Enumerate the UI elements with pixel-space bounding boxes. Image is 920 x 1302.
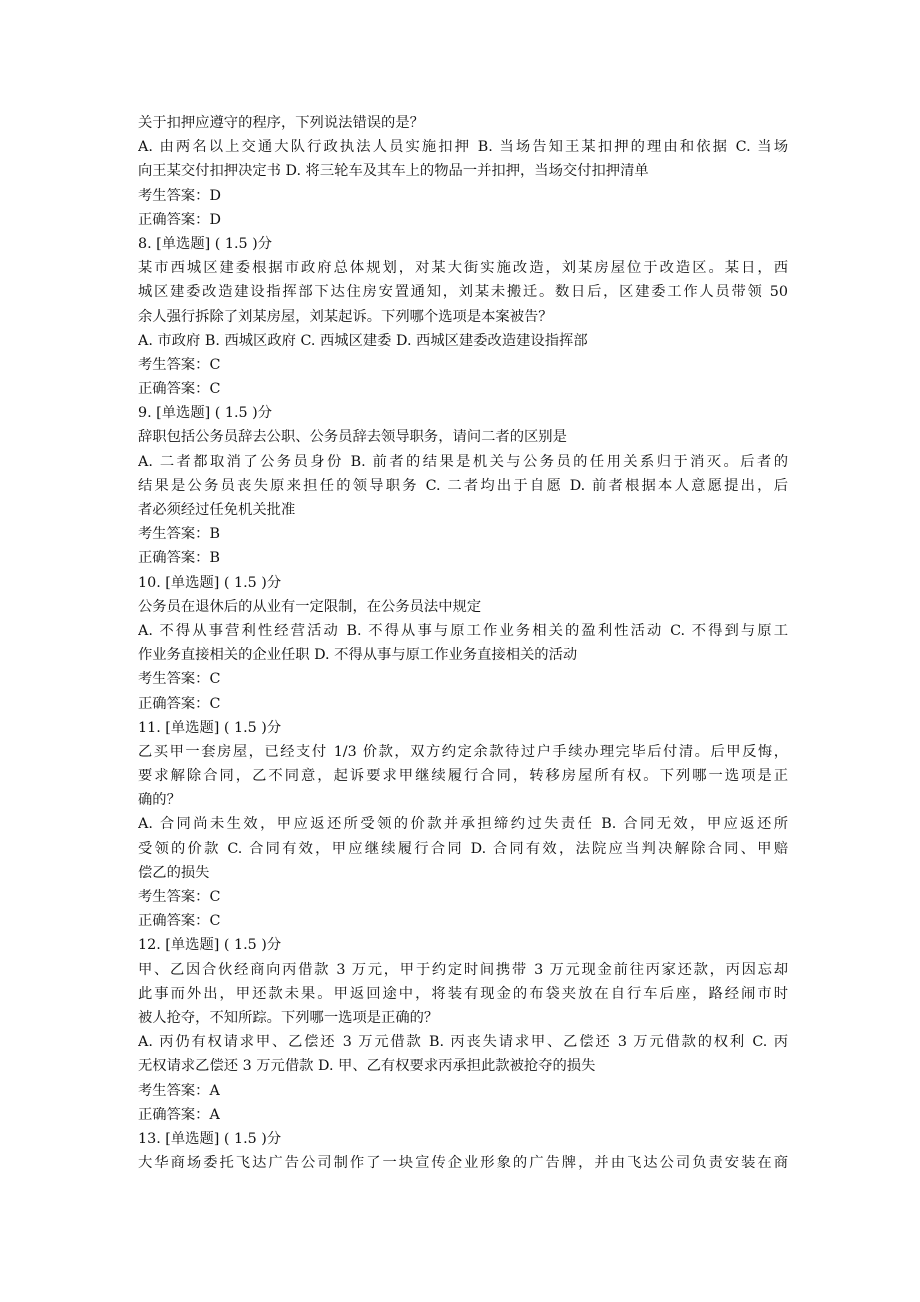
text-line: 向王某交付扣押决定书 D. 将三轮车及其车上的物品一并扣押，当场交付扣押清单: [138, 163, 649, 180]
text-line: 作业务直接相关的企业任职 D. 不得从事与原工作业务直接相关的活动: [138, 647, 578, 664]
text-line: A. 不得从事营利性经营活动 B. 不得从事与原工作业务相关的盈利性活动 C. 不得到与原工: [138, 622, 788, 639]
text-line: A. 合同尚未生效，甲应返还所受领的价款并承担缔约过失责任 B. 合同无效，甲应返还所: [138, 816, 788, 833]
text-line: A. 二者都取消了公务员身份 B. 前者的结果是机关与公务员的任用关系归于消灭。后者的: [138, 453, 788, 470]
text-line: 辞职包括公务员辞去公职、公务员辞去领导职务，请问二者的区别是: [138, 429, 567, 446]
text-line: 正确答案：C: [138, 913, 221, 930]
text-line: 考生答案：B: [138, 526, 220, 543]
text-line: 某市西城区建委根据市政府总体规划，对某大街实施改造，刘某房屋位于改造区。某日，西: [138, 260, 788, 277]
text-line: 公务员在退休后的从业有一定限制，在公务员法中规定: [138, 598, 482, 615]
text-line: 正确答案：C: [138, 695, 221, 712]
text-line: 城区建委改造建设指挥部下达住房安置通知，刘某未搬迁。数日后，区建委工作人员带领 50: [138, 284, 788, 301]
text-line: 11. [单选题] ( 1.5 )分: [138, 719, 282, 736]
text-line: A. 丙仍有权请求甲、乙偿还 3 万元借款 B. 丙丧失请求甲、乙偿还 3 万元借款的权利 C. 丙: [138, 1034, 788, 1051]
text-line: 13. [单选题] ( 1.5 )分: [138, 1130, 282, 1147]
text-line: 正确答案：B: [138, 550, 220, 567]
text-line: 关于扣押应遵守的程序，下列说法错误的是？: [138, 115, 424, 131]
text-line: 10. [单选题] ( 1.5 )分: [138, 574, 282, 591]
text-line: 甲、乙因合伙经商向丙借款 3 万元，甲于约定时间携带 3 万元现金前往丙家还款，丙因忘却: [138, 961, 788, 978]
text-line: 余人强行拆除了刘某房屋，刘某起诉。下列哪个选项是本案被告？: [138, 308, 553, 325]
text-line: 考生答案：A: [138, 1082, 220, 1099]
text-line: 此事而外出，甲还款未果。甲返回途中，将装有现金的布袋夹放在自行车后座，路经闹市时: [138, 985, 788, 1002]
text-line: 考生答案：C: [138, 671, 221, 688]
text-line: 要求解除合同，乙不同意，起诉要求甲继续履行合同，转移房屋所有权。下列哪一选项是正: [138, 768, 788, 785]
text-line: 确的？: [138, 792, 181, 809]
text-line: 大华商场委托飞达广告公司制作了一块宣传企业形象的广告牌，并由飞达公司负责安装在商: [138, 1155, 788, 1172]
text-line: 乙买甲一套房屋，已经支付 1/3 价款，双方约定余款待过户手续办理完毕后付清。后甲反悔，: [138, 743, 788, 760]
text-line: 考生答案：D: [138, 187, 221, 204]
text-line: 12. [单选题] ( 1.5 )分: [138, 937, 282, 954]
document-body: [138, 111, 788, 1175]
text-line: 考生答案：C: [138, 889, 221, 905]
text-line: 考生答案：C: [138, 356, 221, 373]
text-line: 结果是公务员丧失原来担任的领导职务 C. 二者均出于自愿 D. 前者根据本人意愿提出，后: [138, 477, 788, 494]
text-line: 受领的价款 C. 合同有效，甲应继续履行合同 D. 合同有效，法院应当判决解除合同、甲赔: [138, 840, 788, 857]
text-line: 被人抢夺，不知所踪。下列哪一选项是正确的？: [138, 1009, 439, 1026]
text-line: 正确答案：A: [138, 1106, 220, 1123]
text-line: 偿乙的损失: [138, 864, 210, 881]
text-line: 9. [单选题] ( 1.5 )分: [138, 405, 273, 422]
text-line: 8. [单选题] ( 1.5 )分: [138, 235, 273, 252]
text-line: A. 市政府 B. 西城区政府 C. 西城区建委 D. 西城区建委改造建设指挥部: [138, 332, 588, 349]
text-line: 正确答案：C: [138, 381, 221, 398]
text-line: 者必须经过任免机关批准: [138, 502, 296, 518]
text-line: 正确答案：D: [138, 211, 221, 228]
text-line: 无权请求乙偿还 3 万元借款 D. 甲、乙有权要求丙承担此款被抢夺的损失: [138, 1058, 596, 1075]
text-line: A. 由两名以上交通大队行政执法人员实施扣押 B. 当场告知王某扣押的理由和依据 C. 当场: [138, 139, 788, 156]
